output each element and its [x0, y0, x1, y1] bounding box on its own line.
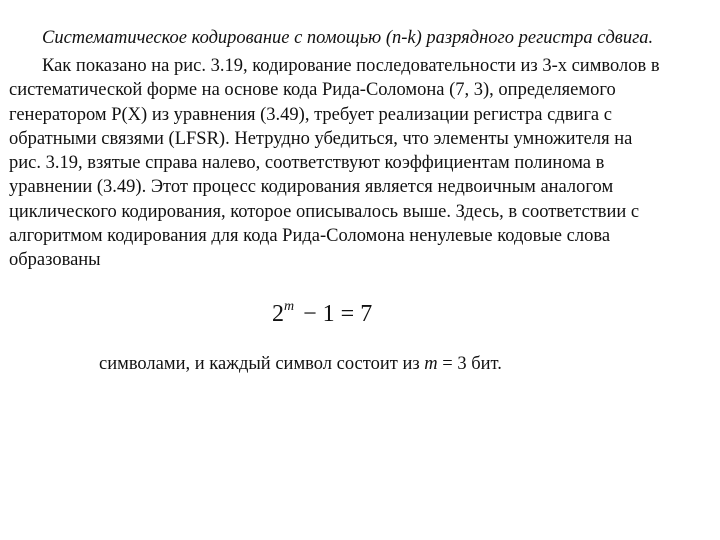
paragraph-line: обратными связями (LFSR). Нетрудно убедиться, что элементы умножителя на	[9, 128, 633, 149]
equation-base: 2	[272, 301, 284, 327]
equation-exponent: m	[284, 299, 295, 314]
equation-result: 7	[360, 301, 373, 327]
paragraph-line: генератором P(X) из уравнения (3.49), требует реализации регистра сдвига с	[9, 104, 612, 125]
closing-text-before: символами, и каждый символ состоит из	[99, 354, 425, 374]
paragraph-line: циклического кодирования, которое описывалось выше. Здесь, в соответствии с	[9, 201, 640, 222]
equation-equals: =	[340, 301, 355, 327]
closing-text-after: = 3 бит.	[437, 354, 502, 374]
paragraph-line: систематической форме на основе кода Рида-Соломона (7, 3), определяемого	[9, 80, 616, 101]
body-paragraph	[9, 54, 714, 273]
paragraph-line: уравнении (3.49). Этот процесс кодирования является недвоичным аналогом	[9, 177, 614, 198]
paragraph-line: рис. 3.19, взятые справа налево, соответствуют коэффициентам полинома в	[9, 153, 605, 174]
equation-minus: −	[303, 301, 317, 327]
equation	[272, 291, 372, 330]
paragraph-line: образованы	[9, 250, 101, 271]
closing-sentence	[99, 352, 502, 376]
paragraph-line: Как показано на рис. 3.19, кодирование последовательности из 3-х символов в	[42, 56, 660, 76]
equation-one: 1	[322, 301, 335, 327]
section-heading: Систематическое кодирование с помощью (n-k) разрядного регистра сдвига.	[42, 28, 654, 48]
closing-variable: m	[424, 354, 438, 374]
paragraph-line: алгоритмом кодирования для кода Рида-Соломона ненулевые кодовые слова	[9, 226, 611, 247]
